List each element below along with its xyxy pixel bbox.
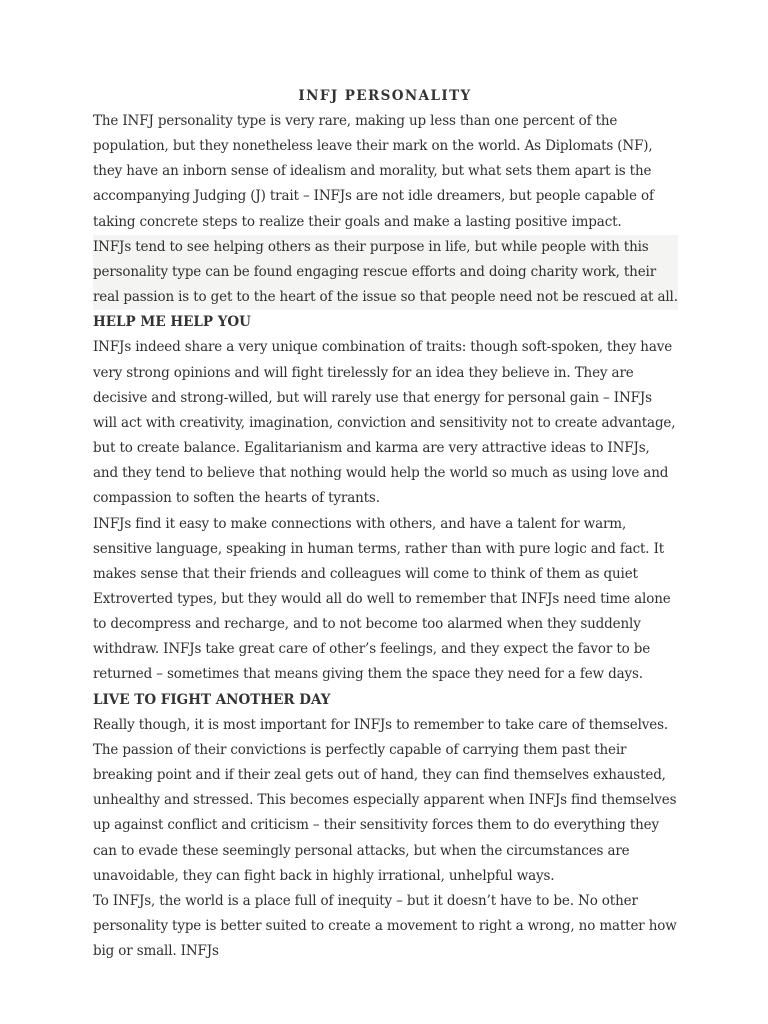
section1-paragraph-1: INFJs indeed share a very unique combination of traits: though soft-spoken, they have very strong opinions and will fight tirelessly for an idea they believe in. They are decisive and strong-willed, but will rarely use that energy for personal gain – INFJs will act with creativity, imagination, conviction and sensitivity not to create advantage, but to create balance. Egalitarianism and karma are very attractive ideas to INFJs, and they tend to believe that nothing would help the world so much as using love and compassion to soften the hearts of tyrants. [93, 339, 676, 507]
document-body [93, 84, 677, 964]
intro-paragraph-2-highlighted: INFJs tend to see helping others as their purpose in life, but while people with this personality type can be found engaging rescue efforts and doing charity work, their real passion is to get to the heart of the issue so that people need not be rescued at all. [93, 235, 678, 310]
section2-paragraph-2: To INFJs, the world is a place full of inequity – but it doesn’t have to be. No other personality type is better suited to create a movement to right a wrong, no matter how big or small. INFJs [93, 892, 677, 960]
intro-paragraph-1: The INFJ personality type is very rare, making up less than one percent of the population, but they nonetheless leave their mark on the world. As Diplomats (NF), they have an inborn sense of idealism and morality, but what sets them apart is the accompanying Judging (J) trait – INFJs are not idle dreamers, but people capable of taking concrete steps to realize their goals and make a lasting positive impact. [93, 113, 654, 230]
section-heading-live-to-fight-another-day: LIVE TO FIGHT ANOTHER DAY [93, 691, 331, 708]
page-title: INFJ PERSONALITY [298, 88, 472, 104]
section1-paragraph-2: INFJs find it easy to make connections with others, and have a talent for warm, sensitive language, speaking in human terms, rather than with pure logic and fact. It makes sense that their friends and colleagues will come to think of them as quiet Extroverted types, but they would all do well to remember that INFJs need time alone to decompress and recharge, and to not become too alarmed when they suddenly withdraw. INFJs take great care of other’s feelings, and they expect the favor to be returned – sometimes that means giving them the space they need for a few days. [93, 515, 671, 683]
section-heading-help-me-help-you: HELP ME HELP YOU [93, 314, 251, 331]
section2-paragraph-1: Really though, it is most important for INFJs to remember to take care of themselves. The passion of their convictions is perfectly capable of carrying them past their breaking point and if their zeal gets out of hand, they can find themselves exhausted, unhealthy and stressed. This becomes especially apparent when INFJs find themselves up against conflict and criticism – their sensitivity forces them to do everything they can to evade these seemingly personal attacks, but when the circumstances are unavoidable, they can fight back in highly irrational, unhelpful ways. [93, 716, 677, 884]
